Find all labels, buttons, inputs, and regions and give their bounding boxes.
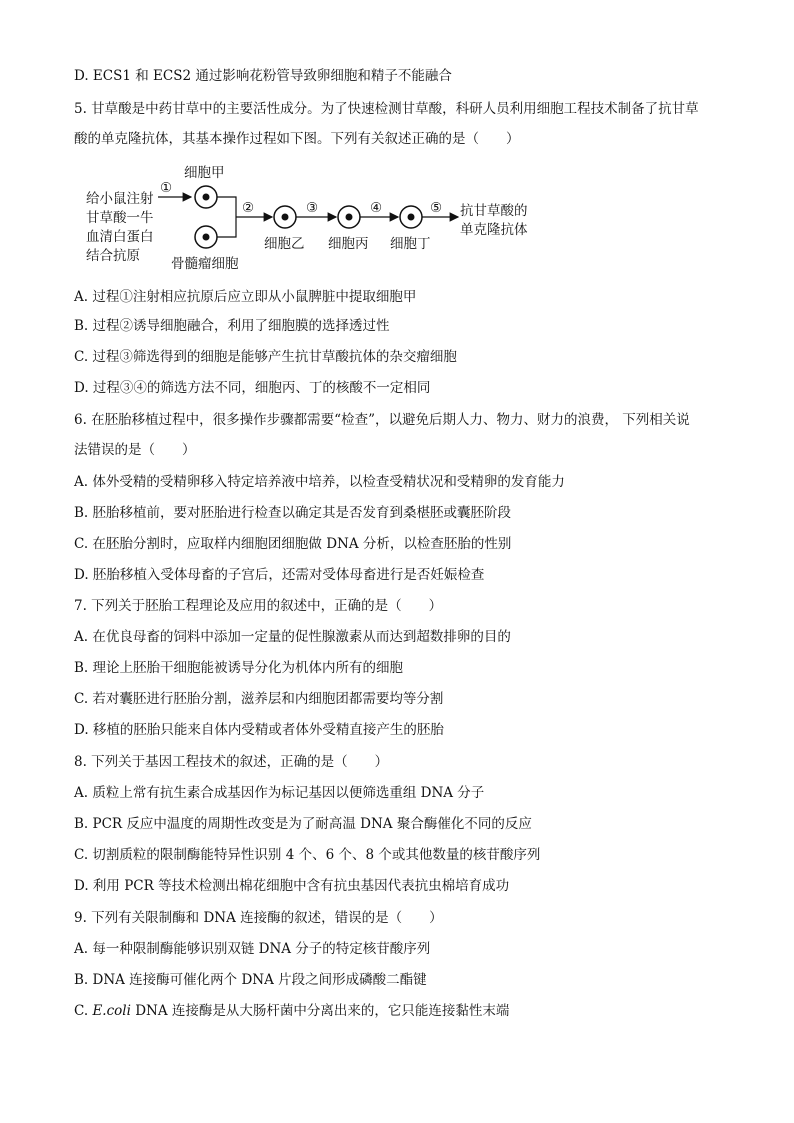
q6-option-c: C. 在胚胎分割时，应取样内细胞团细胞做 DNA 分析，以检查胚胎的性别 bbox=[74, 536, 512, 552]
q5-option-c: C. 过程③筛选得到的细胞是能够产生抗甘草酸抗体的杂交瘤细胞 bbox=[74, 349, 457, 365]
cell-yi-label: 细胞乙 bbox=[264, 236, 305, 252]
source-label-line2: 甘草酸一牛 bbox=[86, 210, 154, 226]
q5-option-b: B. 过程②诱导细胞融合，利用了细胞膜的选择透过性 bbox=[74, 318, 390, 334]
q6-option-d: D. 胚胎移植入受体母畜的子宫后，还需对受体母畜进行是否妊娠检查 bbox=[74, 567, 485, 583]
q7-stem: 7. 下列关于胚胎工程理论及应用的叙述中，正确的是（ ） bbox=[74, 598, 443, 614]
result-label-line1: 抗甘草酸的 bbox=[460, 203, 528, 219]
q5-option-a: A. 过程①注射相应抗原后应立即从小鼠脾脏中提取细胞甲 bbox=[74, 289, 417, 305]
q8-option-d: D. 利用 PCR 等技术检测出棉花细胞中含有抗虫基因代表抗虫棉培育成功 bbox=[74, 878, 510, 894]
cell-jia-label: 细胞甲 bbox=[184, 165, 225, 181]
q9-option-c-prefix: C. bbox=[74, 1003, 93, 1019]
q7-option-a: A. 在优良母畜的饲料中添加一定量的促性腺激素从而达到超数排卵的目的 bbox=[74, 629, 511, 645]
q5-stem-line2: 酸的单克隆抗体，其基本操作过程如下图。下列有关叙述正确的是（ ） bbox=[74, 131, 520, 147]
q9-option-c-species: E.coli bbox=[92, 1003, 131, 1019]
q9-stem: 9. 下列有关限制酶和 DNA 连接酶的叙述，错误的是（ ） bbox=[74, 910, 443, 926]
q7-option-c: C. 若对囊胚进行胚胎分割，滋养层和内细胞团都需要均等分割 bbox=[74, 691, 444, 707]
step2-label: ② bbox=[242, 200, 255, 216]
source-label-line3: 血清白蛋白 bbox=[86, 229, 154, 245]
step1-label: ① bbox=[160, 180, 173, 196]
source-label-line1: 给小鼠注射 bbox=[86, 191, 154, 207]
step3-label: ③ bbox=[306, 200, 319, 216]
q9-option-c bbox=[74, 1001, 509, 1021]
cell-bing-label: 细胞丙 bbox=[328, 236, 369, 252]
q9-option-b: B. DNA 连接酶可催化两个 DNA 片段之间形成磷酸二酯键 bbox=[74, 972, 427, 988]
q8-option-b: B. PCR 反应中温度的周期性改变是为了耐高温 DNA 聚合酶催化不同的反应 bbox=[74, 816, 532, 832]
q4-option-d: D. ECS1 和 ECS2 通过影响花粉管导致卵细胞和精子不能融合 bbox=[74, 68, 452, 84]
fusion-bracket bbox=[217, 197, 236, 237]
q9-option-a: A. 每一种限制酶能够识别双链 DNA 分子的特定核苷酸序列 bbox=[74, 941, 431, 957]
q5-stem-line1: 5. 甘草酸是中药甘草中的主要活性成分。为了快速检测甘草酸，科研人员利用细胞工程技术制备了抗甘草 bbox=[74, 101, 699, 117]
monoclonal-antibody-flow-diagram bbox=[74, 160, 554, 275]
q6-stem-line1: 6. 在胚胎移植过程中，很多操作步骤都需要“检查”，以避免后期人力、物力、财力的浪费， 下列相关说 bbox=[74, 412, 690, 428]
q8-stem: 8. 下列关于基因工程技术的叙述，正确的是（ ） bbox=[74, 754, 389, 770]
q8-option-c: C. 切割质粒的限制酶能特异性识别 4 个、6 个、8 个或其他数量的核苷酸序列 bbox=[74, 847, 541, 863]
source-label-line4: 结合抗原 bbox=[86, 248, 140, 264]
q7-option-d: D. 移植的胚胎只能来自体内受精或者体外受精直接产生的胚胎 bbox=[74, 722, 444, 738]
q6-option-b: B. 胚胎移植前，要对胚胎进行检查以确定其是否发育到桑椹胚或囊胚阶段 bbox=[74, 505, 512, 521]
q7-option-b: B. 理论上胚胎干细胞能被诱导分化为机体内所有的细胞 bbox=[74, 660, 404, 676]
q6-option-a: A. 体外受精的受精卵移入特定培养液中培养，以检查受精状况和受精卵的发育能力 bbox=[74, 474, 565, 490]
result-label-line2: 单克隆抗体 bbox=[460, 222, 528, 238]
step5-label: ⑤ bbox=[430, 200, 443, 216]
myeloma-label: 骨髓瘤细胞 bbox=[171, 256, 239, 272]
cell-ding-label: 细胞丁 bbox=[390, 236, 431, 252]
q8-option-a: A. 质粒上常有抗生素合成基因作为标记基因以便筛选重组 DNA 分子 bbox=[74, 785, 485, 801]
q9-option-c-text: DNA 连接酶是从大肠杆菌中分离出来的，它只能连接黏性末端 bbox=[130, 1003, 510, 1019]
q5-option-d: D. 过程③④的筛选方法不同，细胞丙、丁的核酸不一定相同 bbox=[74, 380, 431, 396]
q6-stem-line2: 法错误的是（ ） bbox=[74, 442, 196, 458]
step4-label: ④ bbox=[370, 200, 383, 216]
